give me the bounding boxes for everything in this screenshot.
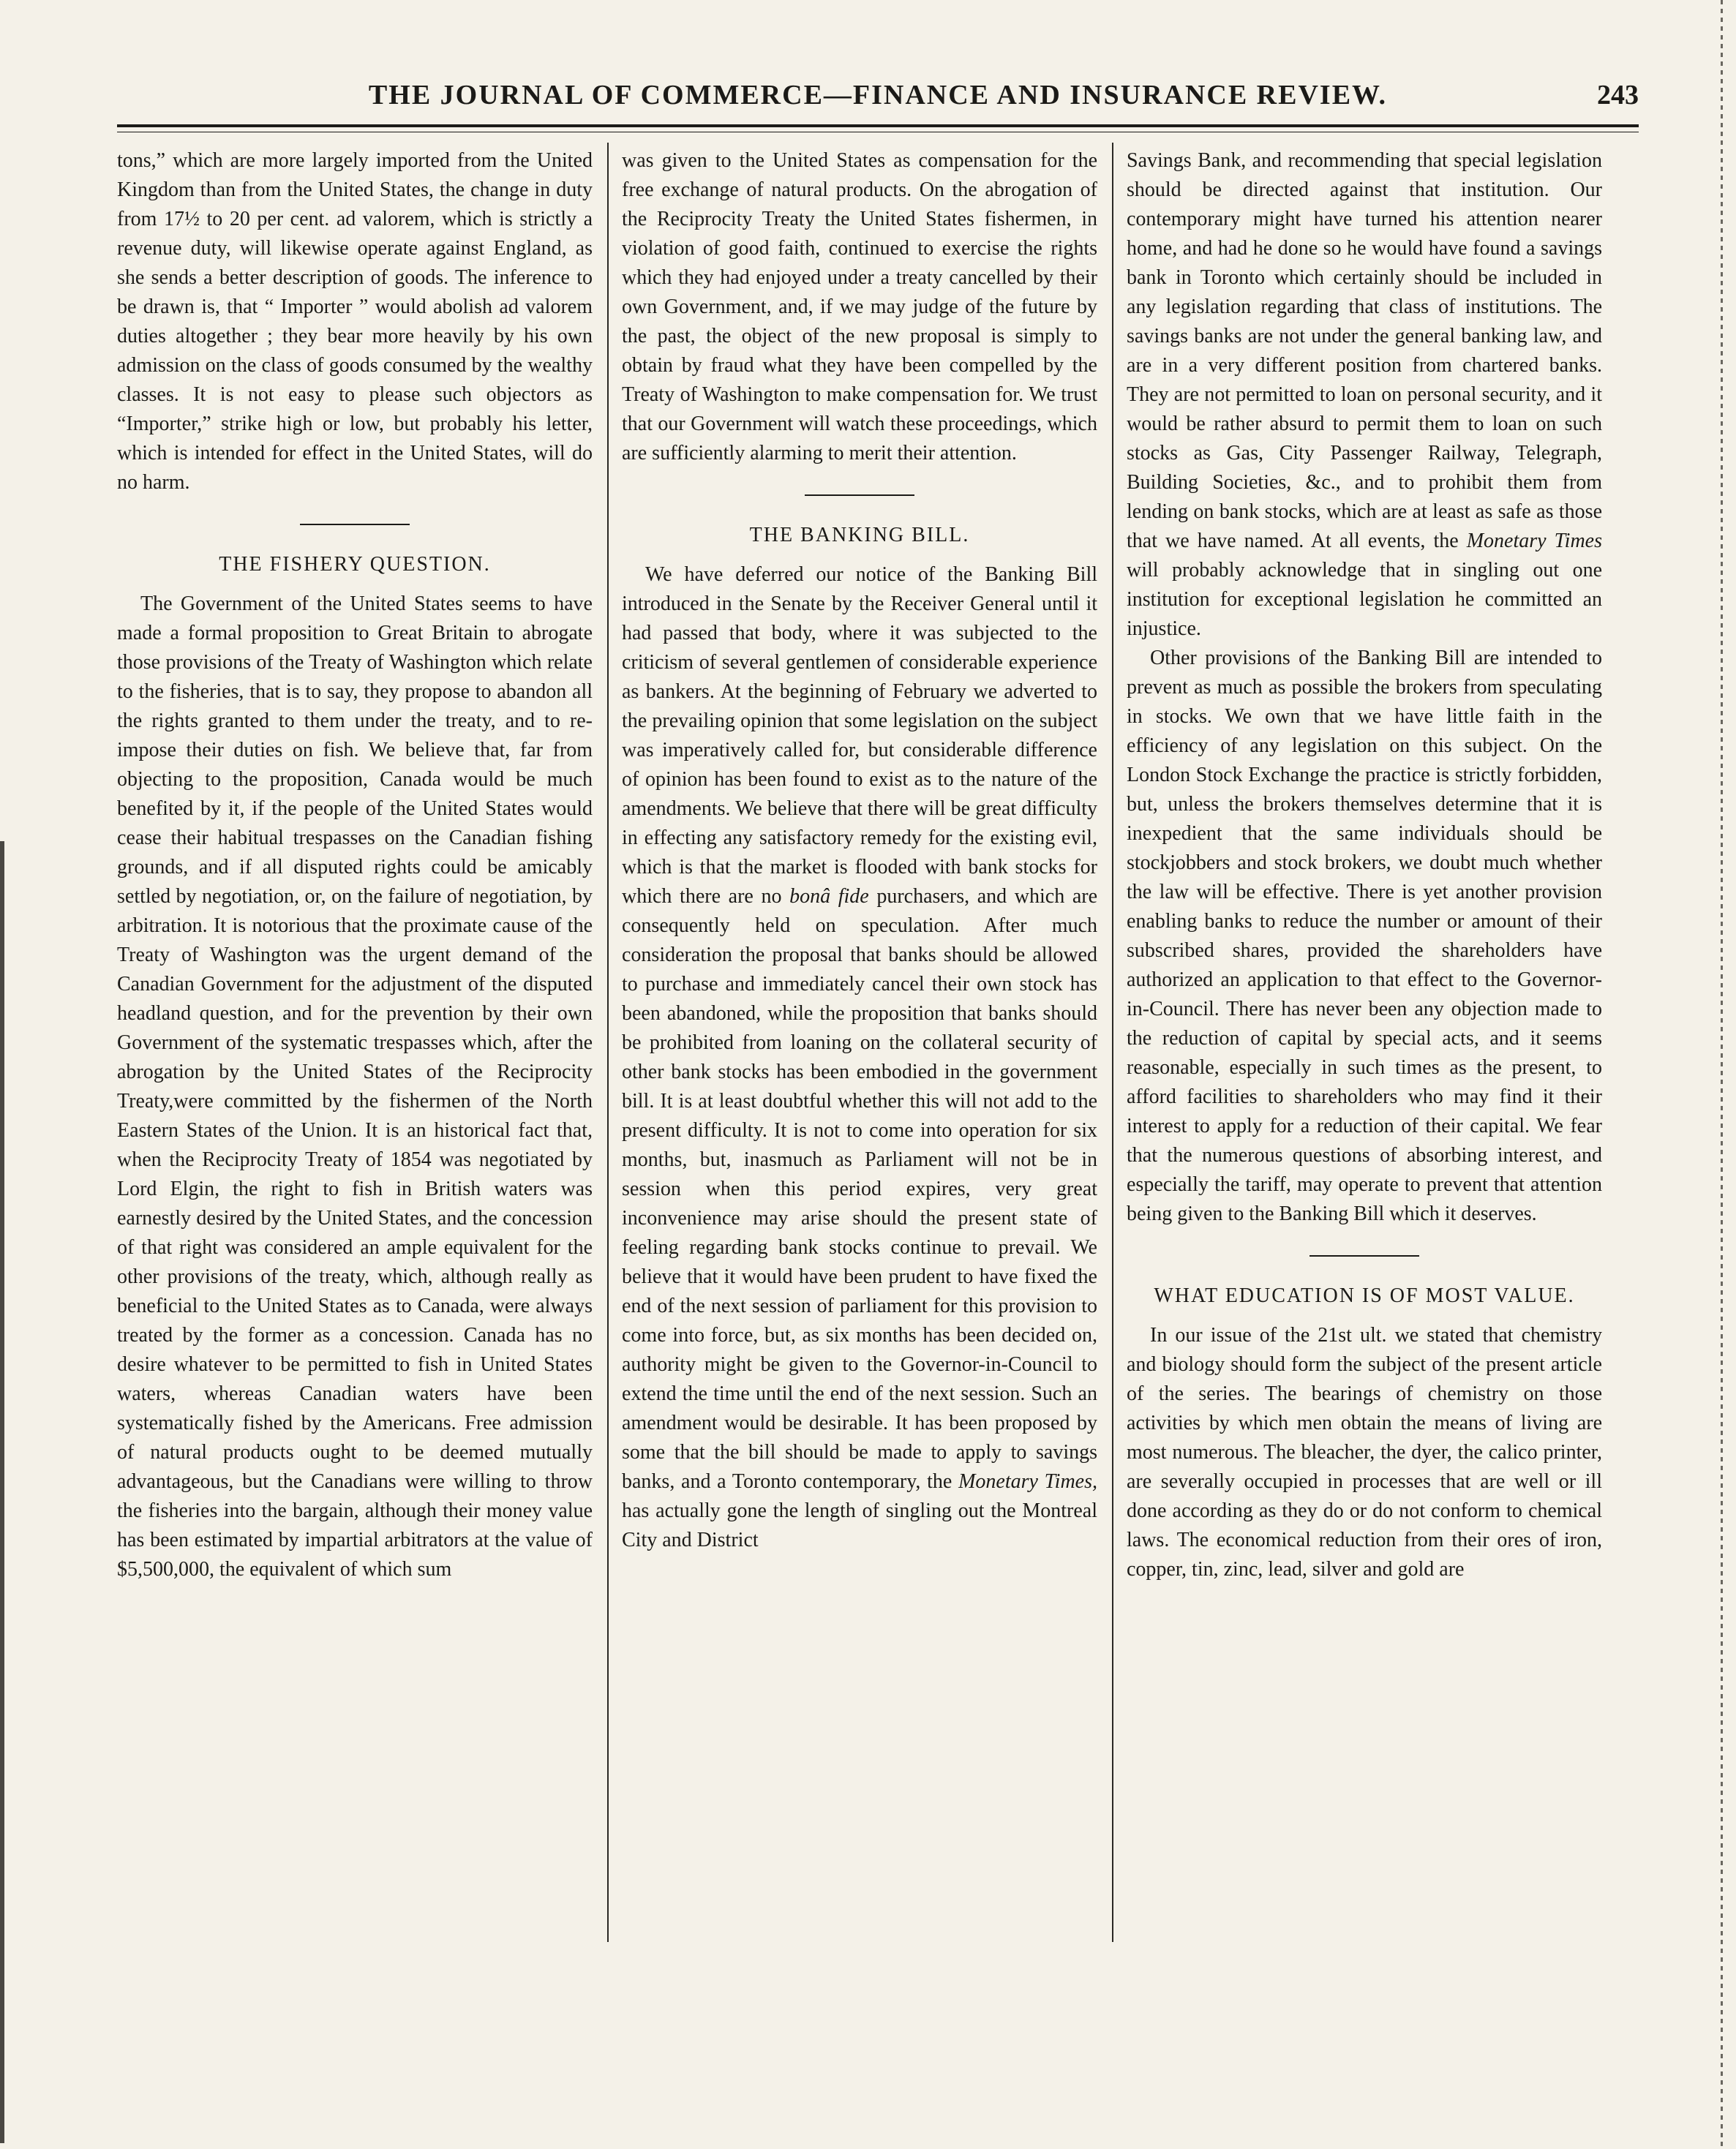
text-run: purchasers, and which are consequently held on speculation. After much consideration the proposal that banks should be allowed to purchase and immediately cancel their own stock has been abandoned, while the proposition that banks should be prohibited from loaning on the collateral security of other bank stocks has been embodied in the government bill. It is at least doubtful whether this will not add to the present difficulty. It is not to come into operation for six months, but, inasmuch as Parliament will not be in session when this period expires, very great inconvenience may arise should the present state of feeling regarding bank stocks continue to prevail. We believe that it would have been prudent to have fixed the end of the next session of parliament for this provision to come into force, but, as six months has been decided on, authority might be given to the Governor-in-Council to extend the time until the end of the next session. Such an amendment would be desirable. It has been proposed by some that the bill should be made to apply to savings banks, and a Toronto contemporary, the	[622, 885, 1097, 1493]
italic-bona-fide: bonâ fide	[789, 885, 869, 908]
binding-edge	[0, 841, 4, 2143]
column-1	[117, 146, 593, 2085]
page-number: 243	[1597, 80, 1639, 110]
column-divider-2	[1112, 143, 1113, 1942]
heading-fishery-question: THE FISHERY QUESTION.	[219, 553, 491, 576]
column-2	[622, 146, 1097, 2085]
italic-monetary-times: Monetary Times	[1466, 530, 1602, 552]
paragraph-tons: tons,” which are more largely imported from the United Kingdom than from the United States, the change in duty from 17½ to 20 per cent. ad valorem, which is strictly a revenue duty, will likewise operate against England, as she sends a better description of goods. The inference to be drawn is, that “ Importer ” would abolish ad valorem duties altogether ; they bear more heavily by his own admission on the class of goods consumed by the wealthy classes. It is not easy to please such objectors as “Importer,” strike high or low, but probably his letter, which is intended for effect in the United States, will do no harm.	[117, 149, 593, 494]
paragraph-other-provisions: Other provisions of the Banking Bill are intended to prevent as much as possible the brokers from speculating in stocks. We own that we have little faith in the efficiency of any legislation on this subject. On the London Stock Exchange the practice is strictly forbidden, but, unless the brokers themselves determine that it is inexpedient that the same individuals should be stockjobbers and stock brokers, we doubt much whether the law will be effective. There is yet another provision enabling banks to reduce the number or amount of their subscribed shares, provided the shareholders have authorized an application to that effect to the Governor-in-Council. There has never been any objection made to the reduction of capital by special acts, and it seems reasonable, especially in such times as the present, to afford facilities to shareholders who may find it their interest to apply for a reduction of their capital. We fear that the numerous questions of absorbing interest, and especially the tariff, may operate to prevent that attention being given to the Banking Bill which it deserves.	[1127, 647, 1602, 1225]
header-rule	[117, 124, 1639, 127]
paragraph-fishery-continued: was given to the United States as compensation for the free exchange of natural products. On the abrogation of the Reciprocity Treaty the United States fishermen, in violation of good faith, continued to exercise the rights which they had enjoyed under a treaty cancelled by their own Government, and, if we may judge of the future by the past, the object of the new proposal is simply to obtain by fraud what they have been compelled by the Treaty of Washington to make compensation for. We trust that our Government will watch these proceedings, which are sufficiently alarming to merit their attention.	[622, 149, 1097, 464]
paragraph-banking-bill	[622, 560, 1097, 1555]
column-3	[1127, 146, 1602, 2085]
paragraph-savings-bank	[1127, 146, 1602, 644]
column-divider-1	[607, 143, 609, 1942]
section-separator	[300, 524, 410, 525]
section-separator	[1309, 1255, 1419, 1257]
text-run: We have deferred our notice of the Banking Bill introduced in the Senate by the Receiver General until it had passed that body, where it was subjected to the criticism of several gentlemen of considerable experience as bankers. At the beginning of February we adverted to the prevailing opinion that some legislation on the subject was imperatively called for, but considerable difference of opinion has been found to exist as to the nature of the amendments. We believe that there will be great difficulty in effecting any satisfactory remedy for the existing evil, which is that the market is flooded with bank stocks for which there are no	[622, 563, 1097, 908]
paragraph-fishery: The Government of the United States seems to have made a formal proposition to Great Britain to abrogate those provisions of the Treaty of Washington which relate to the fisheries, that is to say, they propose to abandon all the rights granted to them under the treaty, and to re-impose their duties on fish. We believe that, far from objecting to the proposition, Canada would be much benefited by it, if the people of the United States would cease their habitual trespasses on the Canadian fishing grounds, and if all disputed rights could be amicably settled by negotiation, or, on the failure of negotiation, by arbitration. It is notorious that the proximate cause of the Treaty of Washington was the urgent demand of the Canadian Government for the adjustment of the disputed headland question, and for the prevention by their own Government of the systematic trespasses which, after the abrogation by the United States of the Reciprocity Treaty,were committed by the fishermen of the North Eastern States of the Union. It is an historical fact that, when the Reciprocity Treaty of 1854 was negotiated by Lord Elgin, the right to fish in British waters was earnestly desired by the United States, and the concession of that right was considered an ample equivalent for the other provisions of the treaty, which, although really as beneficial to the United States as to Canada, were always treated by the former as a concession. Canada has no desire whatever to be permitted to fish in United States waters, whereas Canadian waters have been systematically fished by the Americans. Free admission of natural products ought to be deemed mutually advantageous, but the Canadians were willing to throw the fisheries into the bargain, although their money value has been estimated by impartial arbitrators at the value of $5,500,000, the equivalent of which sum	[117, 592, 593, 1581]
running-header	[117, 79, 1639, 123]
text-run: Savings Bank, and recommending that special legislation should be directed against that institution. Our contemporary might have turned his attention nearer home, and had he done so he would have found a savings bank in Toronto which certainly should be included in any legislation regarding that class of institutions. The savings banks are not under the general banking law, and are in a very different position from chartered banks. They are not permitted to loan on personal security, and it would be rather absurd to permit them to loan on such stocks as Gas, City Passenger Railway, Telegraph, Building Societies, &c., and to prohibit them from lending on bank stocks, which are at least as safe as those that we have named. At all events, the	[1127, 149, 1602, 552]
heading-education: WHAT EDUCATION IS OF MOST VALUE.	[1154, 1284, 1575, 1307]
text-run: has actually gone the length of singling out the Montreal City and District	[622, 1499, 1097, 1551]
paragraph-education: In our issue of the 21st ult. we stated that chemistry and biology should form the subject of the present article of the series. The bearings of chemistry on those activities by which men obtain the means of living are most numerous. The bleacher, the dyer, the calico printer, are severally occupied in processes that are well or ill done according as they do or do not conform to chemical laws. The economical reduction from their ores of iron, copper, tin, zinc, lead, silver and gold are	[1127, 1324, 1602, 1581]
heading-banking-bill: THE BANKING BILL.	[749, 524, 970, 546]
section-separator	[805, 494, 914, 496]
italic-monetary-times: Monetary Times,	[958, 1470, 1097, 1493]
running-title: THE JOURNAL OF COMMERCE—FINANCE AND INSURANCE REVIEW.	[368, 80, 1388, 110]
text-run: will probably acknowledge that in singling out one institution for exceptional legislation he committed an injustice.	[1127, 559, 1602, 640]
scan-edge	[1721, 0, 1723, 2149]
